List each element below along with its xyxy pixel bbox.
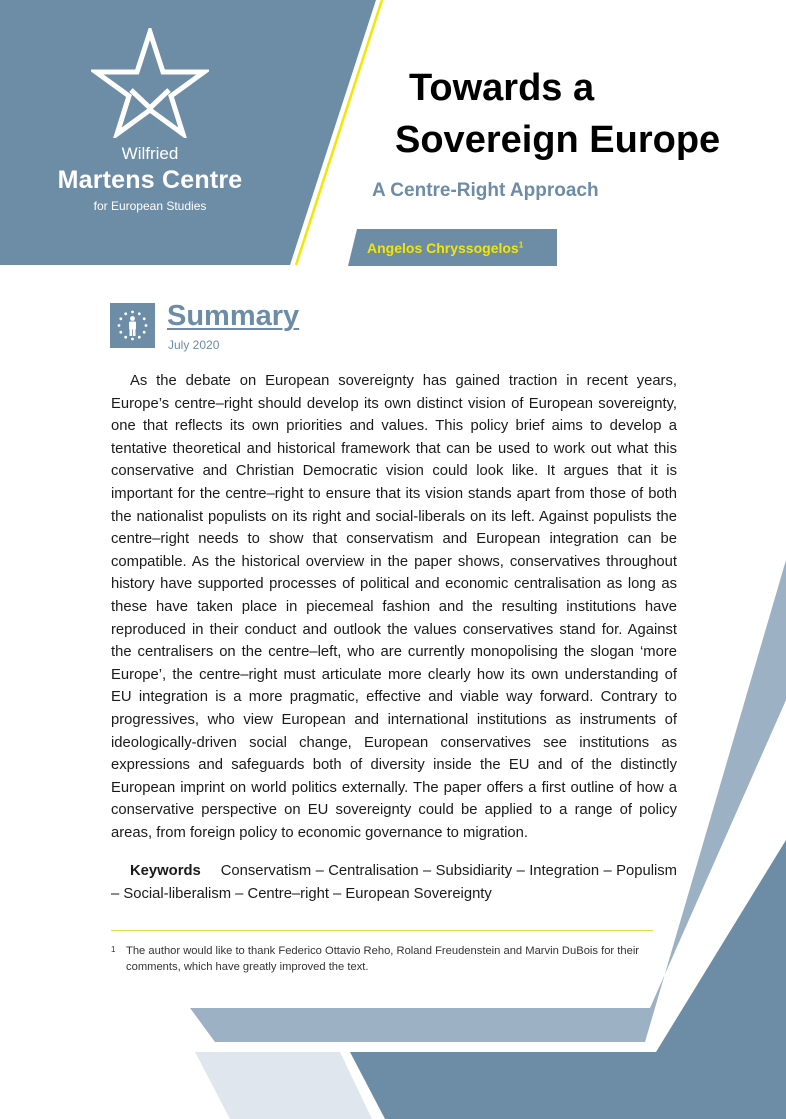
footnote-mark: 1 [111, 945, 116, 954]
author-name-text: Angelos Chryssogelos [367, 240, 519, 256]
author-footnote-mark: 1 [518, 240, 524, 250]
summary-heading: Summary [167, 300, 300, 332]
keywords-paragraph [111, 860, 677, 905]
title-line-2: Sovereign Europe [395, 119, 721, 161]
author-name [367, 240, 523, 256]
document-title [395, 62, 720, 166]
document-subtitle: A Centre-Right Approach [372, 180, 599, 201]
logo-line-subtitle: for European Studies [93, 199, 207, 213]
keywords-label: Keywords [130, 863, 201, 879]
eu-stars-person-icon [110, 303, 155, 348]
star-m-logo-icon [91, 28, 209, 138]
logo-line-wilfried: Wilfried [121, 144, 179, 163]
footnote [111, 944, 656, 975]
keywords-text: Conservatism – Centralisation – Subsidiarity – Integration – Populism – Social-liberalism – Centre–right – European Sovereignty [111, 863, 677, 902]
title-line-1: Towards a [409, 67, 595, 109]
summary-body: As the debate on European sovereignty has gained traction in recent years, Europe’s centre–right should develop its own distinct vision of European sovereignty, one that reflects its own priorities and values. This policy brief aims to develop a tentative theoretical and historical framework that can be used to work out what this conservative and Christian Democratic vision could look like. It argues that it is important for the centre–right to ensure that its vision stands apart from those of both the nationalist populists on its right and social-liberals on its left. Against populists the centre–right needs to show that conservatism and European integration can be compatible. As the historical overview in the paper shows, conservatives throughout history have supported processes of political and economic centralisation as long as these have taken place in piecemeal fashion and the resulting institutions have reproduced in their conduct and outlook the values conservatives stand for. Against the centralisers on the centre–left, who are currently monopolising the slogan ‘more Europe’, the centre–right must articulate more clearly how its own understanding of EU integration is a more pragmatic, effective and viable way forward. Contrary to progressives, who view European and international institutions as instruments of ideologically-driven social change, European conservatives see institutions as expressions and safeguards both of diversity inside the EU and of the distinctly European imprint on world politics externally. The paper offers a first outline of how a conservative perspective on EU sovereignty could be applied to a range of policy areas, from foreign policy to economic governance to migration. [111, 373, 677, 841]
summary-date: July 2020 [168, 338, 220, 352]
organization-logo [30, 28, 270, 213]
footnote-divider [111, 930, 653, 931]
footnote-text: The author would like to thank Federico Ottavio Reho, Roland Freudenstein and Marvin DuBois for their comments, which have greatly improved the text. [126, 945, 640, 973]
bottom-left-tint [195, 1052, 372, 1119]
logo-line-martens-centre: Martens Centre [57, 166, 243, 194]
